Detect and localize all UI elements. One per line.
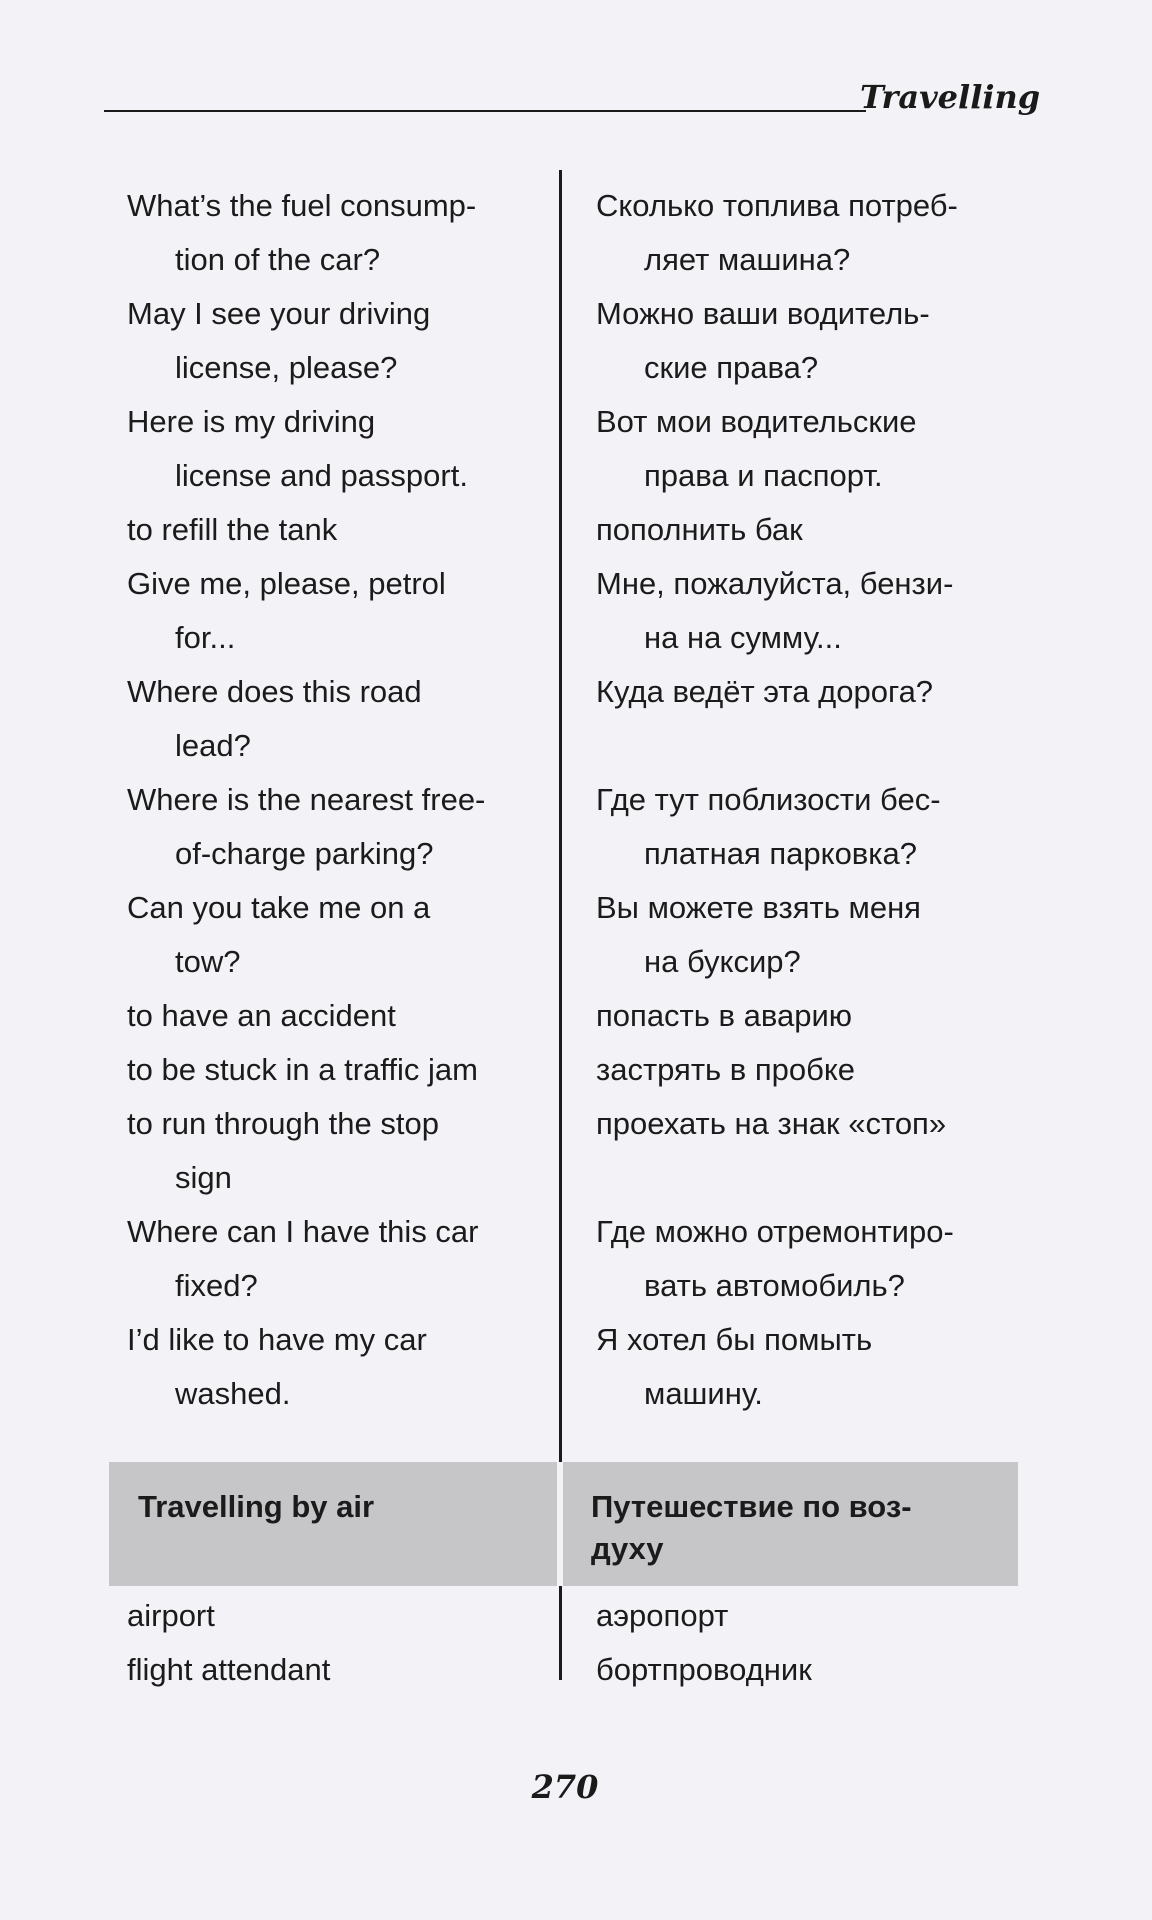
phrase-russian bbox=[596, 287, 930, 395]
phrase-russian-line: Где можно отремонтиро- bbox=[596, 1214, 954, 1249]
phrase-russian bbox=[596, 881, 921, 989]
phrase-english-line: Where does this road bbox=[127, 674, 422, 709]
phrase-english bbox=[127, 989, 396, 1043]
phrase-english bbox=[127, 1313, 427, 1421]
phrase-russian-line: Мне, пожалуйста, бензи- bbox=[596, 566, 954, 601]
phrase-russian-line: попасть в аварию bbox=[596, 998, 853, 1033]
phrase-english-line: license, please? bbox=[175, 350, 398, 385]
phrase-russian-line: Вот мои водительские bbox=[596, 404, 917, 439]
phrase-russian-line: застрять в пробке bbox=[596, 1052, 856, 1087]
section-heading-russian bbox=[591, 1486, 912, 1570]
phrase-english-line: Where can I have this car bbox=[127, 1214, 479, 1249]
section-heading-english: Travelling by air bbox=[138, 1489, 375, 1524]
phrase-english-line: Can you take me on a bbox=[127, 890, 431, 925]
phrase-russian-line: проехать на знак «стоп» bbox=[596, 1106, 947, 1141]
section-heading-russian-line: духу bbox=[591, 1531, 664, 1566]
phrase-russian bbox=[596, 1043, 855, 1097]
phrase-russian-line: бортпроводник bbox=[596, 1652, 812, 1687]
phrase-russian-line: на буксир? bbox=[644, 944, 801, 979]
phrase-english bbox=[127, 179, 476, 287]
phrase-english bbox=[127, 287, 430, 395]
phrase-english-line: Where is the nearest free- bbox=[127, 782, 486, 817]
phrase-english-line: flight attendant bbox=[127, 1652, 331, 1687]
column-divider-lower bbox=[559, 1586, 562, 1680]
phrase-russian bbox=[596, 395, 917, 503]
phrase-english-line: tow? bbox=[175, 944, 241, 979]
phrase-english bbox=[127, 773, 485, 881]
phrase-english bbox=[127, 1589, 215, 1643]
phrase-russian bbox=[596, 179, 958, 287]
phrase-russian-line: ские права? bbox=[644, 350, 819, 385]
section-heading-russian-line: Путешествие по воз- bbox=[591, 1489, 912, 1524]
phrase-russian-line: Можно ваши водитель- bbox=[596, 296, 930, 331]
phrase-english-line: I’d like to have my car bbox=[127, 1322, 427, 1357]
phrase-english-line: to have an accident bbox=[127, 998, 396, 1033]
phrase-russian-line: ляет машина? bbox=[644, 242, 851, 277]
phrase-russian-line: Куда ведёт эта дорога? bbox=[596, 674, 934, 709]
page-number: 270 bbox=[531, 1768, 599, 1806]
phrase-russian-line: вать автомобиль? bbox=[644, 1268, 905, 1303]
phrase-english bbox=[127, 881, 430, 989]
phrase-english-line: license and passport. bbox=[175, 458, 468, 493]
phrase-english-line: airport bbox=[127, 1598, 215, 1633]
phrase-english-line: tion of the car? bbox=[175, 242, 381, 277]
phrase-russian bbox=[596, 989, 852, 1043]
phrase-russian bbox=[596, 1205, 954, 1313]
phrase-english-line: Give me, please, petrol bbox=[127, 566, 446, 601]
phrase-russian-line: Сколько топлива потреб- bbox=[596, 188, 958, 223]
phrase-russian-line: права и паспорт. bbox=[644, 458, 883, 493]
phrase-russian-line: Где тут поблизости бес- bbox=[596, 782, 941, 817]
phrase-english-line: washed. bbox=[175, 1376, 291, 1411]
phrase-english bbox=[127, 1205, 479, 1313]
phrase-russian bbox=[596, 665, 933, 719]
phrase-russian-line: аэропорт bbox=[596, 1598, 729, 1633]
phrase-english-line: to be stuck in a traffic jam bbox=[127, 1052, 478, 1087]
phrase-russian-line: машину. bbox=[644, 1376, 763, 1411]
phrase-russian-line: платная парковка? bbox=[644, 836, 918, 871]
phrase-english-line: What’s the fuel consump- bbox=[127, 188, 477, 223]
phrase-english bbox=[127, 557, 446, 665]
phrase-english-line: May I see your driving bbox=[127, 296, 431, 331]
phrase-russian-line: на на сумму... bbox=[644, 620, 842, 655]
phrase-english bbox=[127, 1097, 439, 1205]
phrase-russian-line: пополнить бак bbox=[596, 512, 803, 547]
phrase-english-line: Here is my driving bbox=[127, 404, 376, 439]
phrase-russian-line: Я хотел бы помыть bbox=[596, 1322, 873, 1357]
phrase-russian bbox=[596, 1097, 946, 1151]
phrase-english-line: of-charge parking? bbox=[175, 836, 434, 871]
running-header-title: Travelling bbox=[860, 78, 1041, 116]
phrase-english-line: to refill the tank bbox=[127, 512, 338, 547]
phrase-english-line: sign bbox=[175, 1160, 232, 1195]
phrase-english-line: lead? bbox=[175, 728, 251, 763]
phrase-russian bbox=[596, 503, 803, 557]
phrase-russian-line: Вы можете взять меня bbox=[596, 890, 921, 925]
phrase-russian bbox=[596, 773, 941, 881]
column-divider bbox=[559, 170, 562, 1462]
phrase-english-line: fixed? bbox=[175, 1268, 258, 1303]
phrase-english bbox=[127, 395, 468, 503]
phrase-russian bbox=[596, 1589, 728, 1643]
phrase-russian bbox=[596, 557, 953, 665]
phrase-english bbox=[127, 665, 422, 773]
phrase-english bbox=[127, 1643, 330, 1697]
phrase-english bbox=[127, 1043, 478, 1097]
phrase-english-line: to run through the stop bbox=[127, 1106, 439, 1141]
header-rule bbox=[104, 110, 866, 112]
phrase-english bbox=[127, 503, 337, 557]
phrase-english-line: for... bbox=[175, 620, 236, 655]
phrase-russian bbox=[596, 1643, 812, 1697]
phrase-russian bbox=[596, 1313, 872, 1421]
